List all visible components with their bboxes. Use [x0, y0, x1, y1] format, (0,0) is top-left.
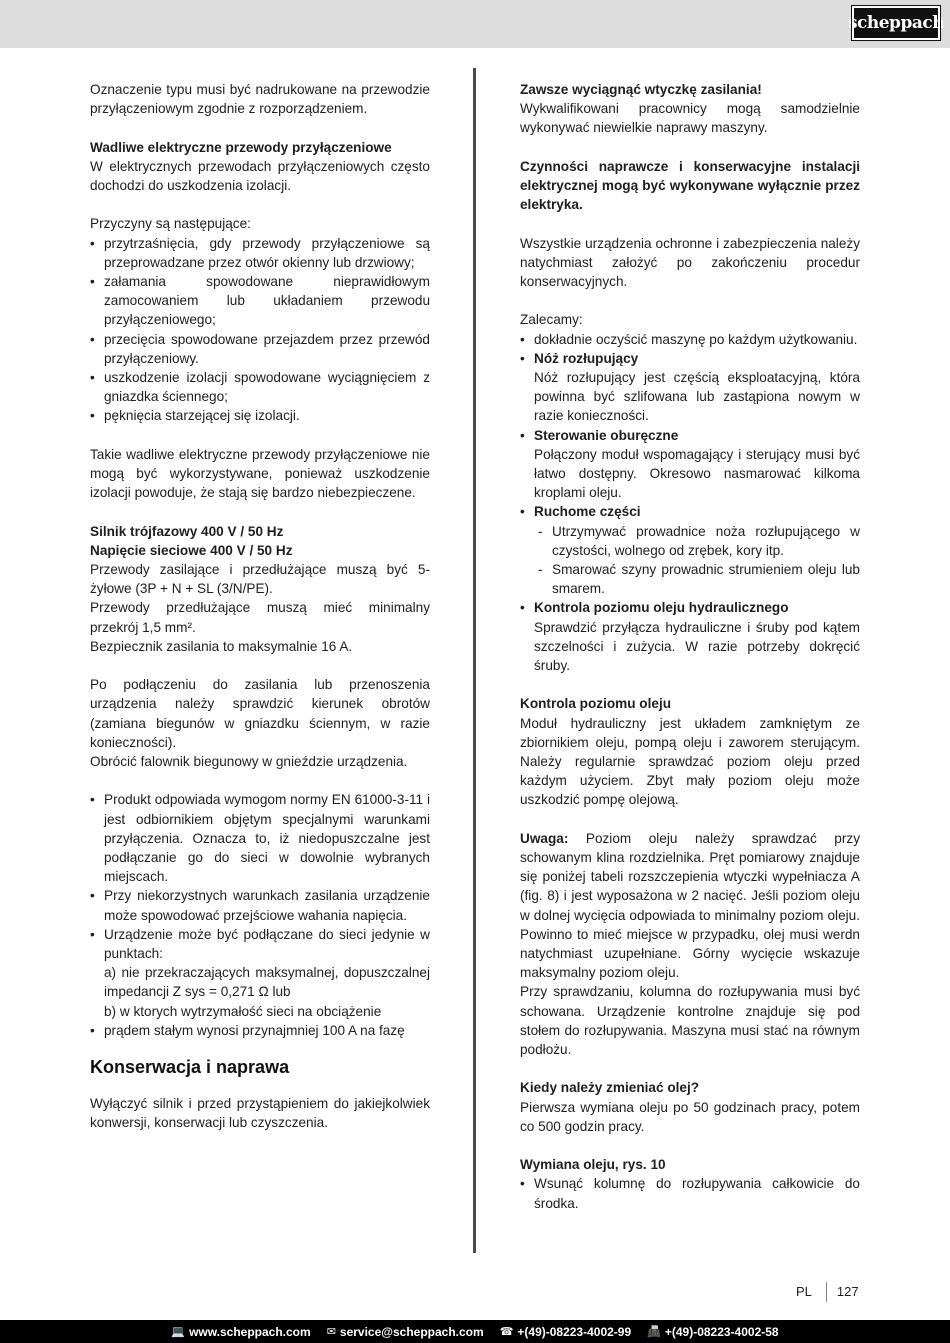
fax-icon: 📠 [647, 1326, 661, 1338]
column-divider [473, 68, 476, 1253]
email-link[interactable]: service@scheppach.com [339, 1324, 484, 1339]
recommend-intro: Zalecamy: [520, 312, 583, 328]
footer-bar [0, 1320, 950, 1343]
extension-cable-text: Przewody przedłużające muszą mieć minimalny przekrój 1,5 mm². [90, 600, 430, 635]
right-column [520, 80, 860, 1213]
hydraulic-check-text: Sprawdzić przyłącza hydrauliczne i śruby pod kątem szczelności i zużycia. W razie potrzeby dokręcić śruby. [534, 619, 860, 674]
cable-requirement-text: Przewody zasilające i przedłużające muszą być 5-żyłowe (3P + N + SL (3/N/PE). [90, 562, 430, 597]
left-column [90, 80, 430, 1132]
footer-fax [647, 1325, 778, 1339]
network-text: • Urządzenie może być podłączane do sieci jedynie w punktach: [104, 926, 430, 962]
list-item: • Wsunąć kolumnę do rozłupywania całkowicie do środka. [520, 1174, 860, 1212]
oil-level-heading: Kontrola poziomu oleju [520, 696, 672, 712]
voltage-heading: Napięcie sieciowe 400 V / 50 Hz [90, 542, 293, 558]
defective-cables-warning: Takie wadliwe elektryczne przewody przyłączeniowe nie mogą być wykorzystywane, ponieważ uszkodzenie izolacji powoduje, że stają się bardzo niebezpieczene. [90, 446, 430, 501]
knife-title: • Nóż rozłupujący [534, 350, 639, 366]
unplug-heading: Zawsze wyciągnąć wtyczkę zasilania! [520, 82, 762, 97]
two-hand-title: • Sterowanie oburęczne [534, 427, 679, 443]
list-item: - Utrzymywać prowadnice noża rozłupującego w czystości, wolnego od zrębek, kory itp. [534, 522, 860, 560]
moving-parts-list [534, 522, 860, 599]
list-item: • Produkt odpowiada wymogom normy EN 61000-3-11 i jest odbiornikiem objętym specjalnymi warunkami przyłączenia. Oznacza to, iż niedopuszczalne jest podłączanie go do sieci w dowolnie wybranych miejscach. [90, 790, 430, 886]
fuse-text: Bezpiecznik zasilania to maksymalnie 16 A. [90, 638, 353, 654]
recommend-list [520, 330, 860, 676]
oil-change-text: Pierwsza wymiana oleju po 50 godzinach pracy, potem co 500 godzin pracy. [520, 1099, 860, 1134]
note-label: Uwaga: [520, 830, 569, 846]
inverter-text: Obrócić falownik biegunowy w gnieździe urządzenia. [90, 754, 408, 770]
page-number-area [796, 1282, 859, 1302]
safety-devices-text: Wszystkie urządzenia ochronne i zabezpieczenia należy natychmiast założyć po zakończeniu procedur konserwacyjnych. [520, 235, 860, 289]
list-item: • Przy niekorzystnych warunkach zasilania urządzenie może spowodować przejściowe wahania napięcia. [90, 886, 430, 924]
list-item: • dokładnie oczyścić maszynę po każdym użytkowaniu. [520, 330, 860, 349]
hydraulic-check-title: • Kontrola poziomu oleju hydraulicznego [534, 600, 789, 616]
list-item: • załamania spowodowane nieprawidłowym zamocowaniem lub układaniem przewodu przyłączeniowego; [90, 272, 430, 330]
defective-cables-text: W elektrycznych przewodach przyłączeniowych często dochodzi do uszkodzenia izolacji. [90, 158, 430, 193]
list-item: • przytrzaśnięcia, gdy przewody przyłączeniowe są przeprowadzane przez otwór okienny lub drzwiowy; [90, 234, 430, 272]
list-item [520, 598, 860, 675]
scheppach-logo: scheppach [852, 6, 940, 40]
two-hand-text: Połączony moduł wspomagający i sterujący musi być łatwo dostępny. Okresowo nasmarować kilkoma kroplami oleju. [534, 446, 860, 501]
list-item [520, 502, 860, 598]
causes-intro: Przyczyny są następujące: [90, 216, 251, 232]
list-item: • przecięcia spowodowane przejazdem przez przewód przyłączeniowy. [90, 330, 430, 368]
footer-email [327, 1325, 484, 1339]
computer-icon: 💻 [171, 1326, 186, 1338]
page-number-divider [826, 1282, 827, 1302]
note-paragraph [520, 829, 860, 983]
list-item: • prądem stałym wynosi przynajmniej 100 A na fazę [90, 1021, 430, 1040]
defective-cables-heading: Wadliwe elektryczne przewody przyłączeniowe [90, 139, 392, 155]
causes-list [90, 234, 430, 426]
language-code: PL [796, 1284, 812, 1299]
phone-icon: ☎ [499, 1326, 514, 1338]
list-item [520, 426, 860, 503]
knife-text: Nóż rozłupujący jest częścią eksploatacyjną, która powinna być szlifowana lub zastąpiona nowym w razie konieczności. [534, 370, 860, 424]
rotation-check-text: Po podłączeniu do zasilania lub przenoszenia urządzenia należy sprawdzić kierunek obrotów (zamiana biegunów w gniazdku ściennym, w razie konieczności). [90, 677, 430, 750]
page-number: 127 [836, 1284, 859, 1299]
norm-list [90, 790, 430, 1040]
moving-parts-title: • Ruchome części [534, 504, 641, 520]
check-text: Przy sprawdzaniu, kolumna do rozłupywania musi być schowana. Urządzenie kontrolne znajduje się pod stołem do rozłupywania. Maszyna musi stać na równym podłożu. [520, 984, 860, 1058]
oil-replace-list [520, 1174, 860, 1212]
network-condition-b: b) w ktorych wytrzymałość sieci na obciążenie [104, 1003, 382, 1019]
oil-level-text: Moduł hydrauliczny jest układem zamkniętym ze zbiornikiem oleju, pompą oleju i zaworem sterującym. Należy regularnie sprawdzać poziom oleju przed każdym użyciem. Zbyt mały poziom oleju może uszkodzić pompę olejową. [520, 715, 860, 808]
oil-replace-heading: Wymiana oleju, rys. 10 [520, 1157, 666, 1173]
phone-number: +(49)-08223-4002-99 [517, 1324, 632, 1339]
unplug-text: Wykwalifikowani pracownicy mogą samodzielnie wykonywać niewielkie naprawy maszyny. [520, 101, 860, 136]
list-item: - Smarować szyny prowadnic strumieniem oleju lub smarem. [534, 560, 860, 598]
footer-phone [500, 1325, 631, 1339]
list-item: • uszkodzenie izolacji spowodowane wyciągnięciem z gniazdka ściennego; [90, 368, 430, 406]
mail-icon: ✉ [326, 1326, 336, 1338]
fax-number: +(49)-08223-4002-58 [664, 1324, 779, 1339]
website-link[interactable]: www.scheppach.com [189, 1324, 311, 1339]
note-text: Poziom oleju należy sprawdzać przy schowanym klina rozdzielnika. Pręt pomiarowy znajduje się poniżej tabeli rozszczepienia wtyczki wypełniacza A (fig. 8) i jest wyposażona w 2 nacięć. Jeśli poziom oleju w dolnej wycięcia odpowiada to minimalny poziom oleju. Powinno to mieć miejsce w przypadku, olej musi werdn natychmiast uzupełniane. Górny wycięcie wskazuje maksymalny poziom oleju. [520, 830, 860, 981]
type-plate-note: Oznaczenie typu musi być nadrukowane na przewodzie przyłączeniowym zgodnie z rozporządzeniem. [90, 82, 430, 117]
oil-change-heading: Kiedy należy zmieniać olej? [520, 1080, 700, 1096]
footer-website [171, 1325, 310, 1339]
maintenance-heading: Konserwacja i naprawa [90, 1057, 290, 1078]
network-condition-a: a) nie przekraczających maksymalnej, dopuszczalnej impedancji Z sys = 0,271 Ω lub [104, 965, 430, 1000]
list-item [90, 925, 430, 1021]
list-item [520, 349, 860, 426]
maintenance-text: Wyłączyć silnik i przed przystąpieniem do jakiejkolwiek konwersji, konserwacji lub czyszczenia. [90, 1096, 430, 1131]
electrician-note: Czynności naprawcze i konserwacyjne instalacji elektrycznej mogą być wykonywane wyłącznie przez elektryka. [520, 158, 860, 213]
header-bar [0, 0, 950, 48]
motor-heading: Silnik trójfazowy 400 V / 50 Hz [90, 523, 284, 539]
list-item: • pęknięcia starzejącej się izolacji. [90, 406, 430, 425]
